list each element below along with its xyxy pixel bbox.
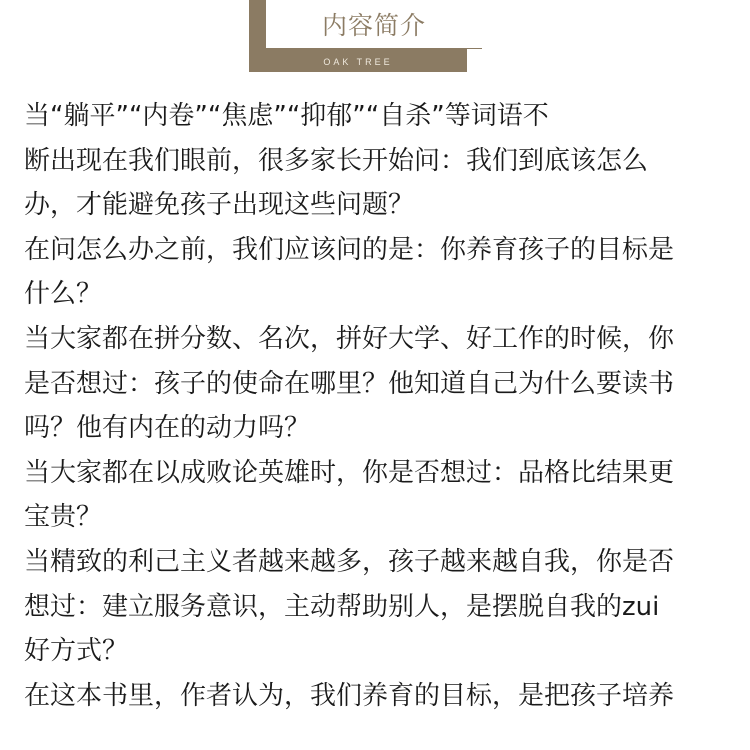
header-subtitle: OAK TREE (323, 57, 393, 67)
text-line: 好方式？ (24, 636, 129, 667)
text-line: 办，才能避免孩子出现这些问题？ (24, 190, 415, 221)
text-line: 想过：建立服务意识，主动帮助别人，是摆脱自我的zui (24, 591, 660, 622)
text-line: 吗？他有内在的动力吗？ (24, 413, 311, 444)
text-line: 当精致的利己主义者越来越多，孩子越来越自我，你是否 (24, 546, 675, 577)
text-line: 当大家都在拼分数、名次，拼好大学、好工作的时候，你 (24, 323, 675, 354)
text-line: 当“躺平”“内卷”“焦虑”“抑郁”“自杀”等词语不 (24, 101, 549, 131)
text-line: 在问怎么办之前，我们应该问的是：你养育孩子的目标是 (24, 234, 675, 265)
text-line: 在这本书里，作者认为，我们养育的目标，是把孩子培养 (24, 680, 675, 711)
text-line: 当大家都在以成败论英雄时，你是否想过：品格比结果更 (24, 457, 675, 488)
text-line: 是否想过：孩子的使命在哪里？他知道自己为什么要读书 (24, 368, 675, 399)
text-line: 宝贵？ (24, 502, 103, 533)
header-title: 内容简介 (265, 0, 482, 49)
intro-text (24, 94, 730, 718)
text-line: 断出现在我们眼前，很多家长开始问：我们到底该怎么 (24, 145, 649, 176)
text-line: 什么？ (24, 279, 103, 310)
